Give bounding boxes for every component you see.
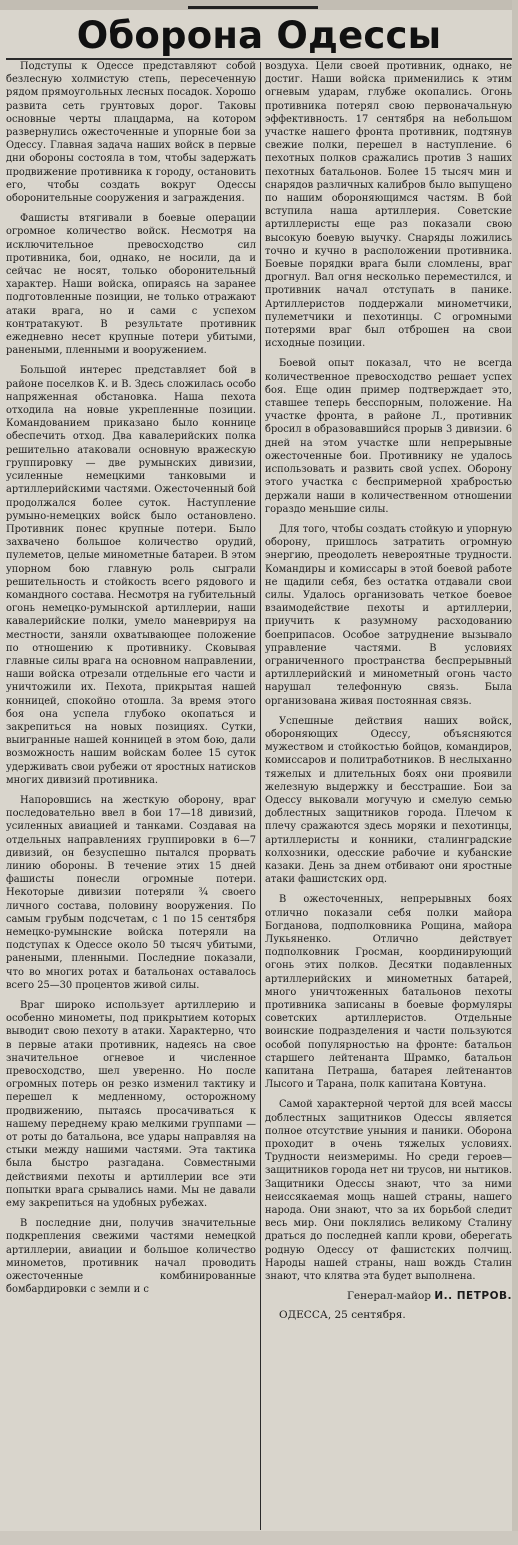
- article-column-right: [265, 60, 512, 1530]
- signature-name: И.. ПЕТРОВ.: [434, 1290, 512, 1303]
- dateline: ОДЕССА, 25 сентября.: [279, 1309, 406, 1322]
- next-article-fragment: [0, 1531, 518, 1545]
- paragraph: Самой характерной чертой для всей массы доблестных защитников Одессы является полное отсутствие уныния и паники. Оборона проходит в очень тяжелых условиях. Трудности неизмеримы. Но среди героев—защитников города нет ни трусов, ни нытиков. Защитники Одессы знают, что за ними неиссякаемая мощь нашей страны, нашего народа. Они знают, что за их борьбой следит весь мир. Они поклялись великому Сталину драться до последней капли крови, оберегать родную Одессу от фашистских полчищ. Народы нашей страны, наш вождь Сталин знают, что клятва эта будет выполнена.: [265, 1099, 512, 1283]
- paragraph: воздуха. Цели своей противник, однако, не достиг. Наши войска применились к этим огневым ударам, глубже окопались. Огонь противника потерял свою первоначальную эффективность. 17 сентября на небольшом участке нашего фронта противник, подтянув свежие полки, перешел в наступление. 6 пехотных полков сражались против 3 наших пехотных батальонов. Более 15 тысяч мин и снарядов различных калибров было выпущено по нашим обороняющимся частям. В бой вступила наша артиллерия. Советские артиллеристы еще раз показали свою высокую боевую выучку. Снаряды ложились точно и кучно в расположении противника. Боевые порядки врага были сломлены, враг дрогнул. Вал огня несколько переместился, и противник начал отступать в панике. Артиллеристов поддержали минометчики, пулеметчики и пехотинцы. С огромными потерями враг был отброшен на свои исходные позиции.: [265, 61, 512, 350]
- article-title: Оборона Одессы: [76, 14, 442, 57]
- page-edge: [512, 0, 518, 1545]
- paragraph: Подступы к Одессе представляют собой безлесную холмистую степь, пересеченную рядом прямоугольных лесных посадок. Хорошо развита сеть грунтовых дорог. Таковы основные черты плацдарма, на котором развернулись ожесточенные и упорные бои за Одессу. Главная задача наших войск в первые дни обороны состояла в том, чтобы задержать продвижение противника к городу, остановить его, чтобы создать вокруг Одессы оборонительные сооружения и заграждения.: [6, 61, 256, 205]
- previous-article-fragment: [0, 0, 518, 10]
- paragraph: В последние дни, получив значительные подкрепления свежими частями немецкой артиллерии, авиации и большое количество минометов, противник начал проводить ожесточенные комбинированные бомбардировки с земли и с: [6, 1218, 256, 1296]
- signature-rank: Генерал-майор: [346, 1290, 431, 1303]
- article-column-left: [6, 60, 256, 1530]
- paragraph: Фашисты втягивали в боевые операции огромное количество войск. Несмотря на исключительное превосходство сил противника, бои, однако, не носили, да и сейчас не носят, только оборонительный характер. Наши войска, опираясь на заранее подготовленные позиции, не только отражают атаки врага, но и сами с успехом контратакуют. В результате противник ежедневно несет крупные потери убитыми, ранеными, пленными и вооружением.: [6, 213, 256, 357]
- paragraph: Большой интерес представляет бой в районе поселков К. и В. Здесь сложилась особо напряженная обстановка. Наша пехота отходила на новые укрепленные позиции. Командованием приказано было коннице обеспечить отход. Два кавалерийских полка решительно атаковали основную вражескую группировку — две румынских дивизии, усиленные немецкими танковыми и артиллерийскими частями. Ожесточенный бой продолжался более суток. Наступление румыно-немецких войск было остановлено. Противник понес крупные потери. Было захвачено большое количество орудий, пулеметов, целые минометные батареи. В этом упорном бою главную роль сыграли решительность и стойкость всего рядового и командного состава. Несмотря на губительный огонь немецко-румынской артиллерии, наши кавалерийские полки, умело маневрируя на местности, заняли охватывающее положение по отношению к противнику. Сковывая главные силы врага на основном направлении, наши войска отрезали отдельные его части и уничтожили их. Пехота, прикрытая нашей конницей, спокойно отошла. За время этого боя она успела глубоко окопаться и закрепиться на новых позициях. Сутки, выигранные нашей конницей в этом бою, дали возможность нашим войскам более 15 суток удерживать свои рубежи от яростных натисков многих дивизий противника.: [6, 365, 256, 786]
- paragraph: Боевой опыт показал, что не всегда количественное превосходство решает успех боя. Еще один пример подтверждает это, ставшее теперь бесспорным, положение. На участке фронта, в районе Л., противник бросил в образовавшийся прорыв 3 дивизии. 6 дней на этом участке шли непрерывные ожесточенные бои. Противнику не удалось использовать и развить свой успех. Оборону этого участка с беспримерной храбростью держали наши в количественном отношении гораздо меньшие силы.: [265, 358, 512, 515]
- paragraph: Враг широко использует артиллерию и особенно минометы, под прикрытием которых выводит свою пехоту в атаки. Характерно, что в первые атаки противник, надеясь на свое значительное огневое и численное превосходство, шел уверенно. Но после огромных потерь он резко изменил тактику и перешел к медленному, осторожному продвижению, пытаясь просачиваться к нашему переднему краю мелкими группами — от роты до батальона, все удары направляя на стыки между нашими частями. Эта тактика была быстро разгадана. Совместными действиями пехоты и артиллерии все эти попытки врага срывались нами. Мы не давали ему закрепиться на удобных рубежах.: [6, 1000, 256, 1210]
- signature: [265, 1290, 512, 1303]
- paragraph: В ожесточенных, непрерывных боях отлично показали себя полки майора Богданова, подполковника Рощина, майора Лукьяненко. Отлично действует подполковник Гросман, координирующий огонь этих полков. Десятки подавленных артиллерийских и минометных батарей, много уничтоженных батальонов пехоты противника записаны в боевые формуляры советских артиллеристов. Отдельные воинские подразделения и части пользуются особой популярностью на фронте: батальон старшего лейтенанта Шрамко, батальон капитана Петраша, батарея лейтенантов Лысого и Тарана, полк капитана Ковтуна.: [265, 894, 512, 1091]
- paragraph: Для того, чтобы создать стойкую и упорную оборону, пришлось затратить огромную энергию, преодолеть невероятные трудности. Командиры и комиссары в этой боевой работе не щадили себя, без остатка отдавали свои силы. Удалось организовать четкое боевое взаимодействие пехоты и артиллерии, приучить к разумному расходованию боеприпасов. Особое затруднение вызывало управление частями. В условиях ограниченного пространства беспрерывный артиллерийский и минометный огонь часто нарушал телефонную связь. Была организована живая постоянная связь.: [265, 523, 512, 707]
- paragraph: Успешные действия наших войск, обороняющих Одессу, объясняются мужеством и стойкостью бойцов, командиров, комиссаров и политработников. В неслыханно тяжелых и длительных боях они проявили железную выдержку и бесстрашие. Бои за Одессу выковали могучую и смелую семью доблестных защитников города. Плечом к плечу сражаются здесь моряки и пехотинцы, артиллеристы и конники, сталинградские колхозники, одесские рабочие и кубанские казаки. День за днем отбивают они яростные атаки фашистских орд.: [265, 715, 512, 886]
- column-divider: [260, 62, 261, 1530]
- paragraph: Напоровшись на жесткую оборону, враг последовательно ввел в бои 17—18 дивизий, усиленных авиацией и танками. Создавая на отдельных направлениях группировки в 6—7 дивизий, он безуспешно пытался прорвать линию обороны. В течение этих 15 дней фашисты понесли огромные потери. Некоторые дивизии потеряли ¾ своего личного состава, половину вооружения. По самым грубым подсчетам, с 1 по 15 сентября немецко-румынские войска потеряли на подступах к Одессе около 50 тысяч убитыми, ранеными, пленными. Последние показали, что во многих ротах и батальонах оставалось всего 25—30 процентов живой силы.: [6, 794, 256, 991]
